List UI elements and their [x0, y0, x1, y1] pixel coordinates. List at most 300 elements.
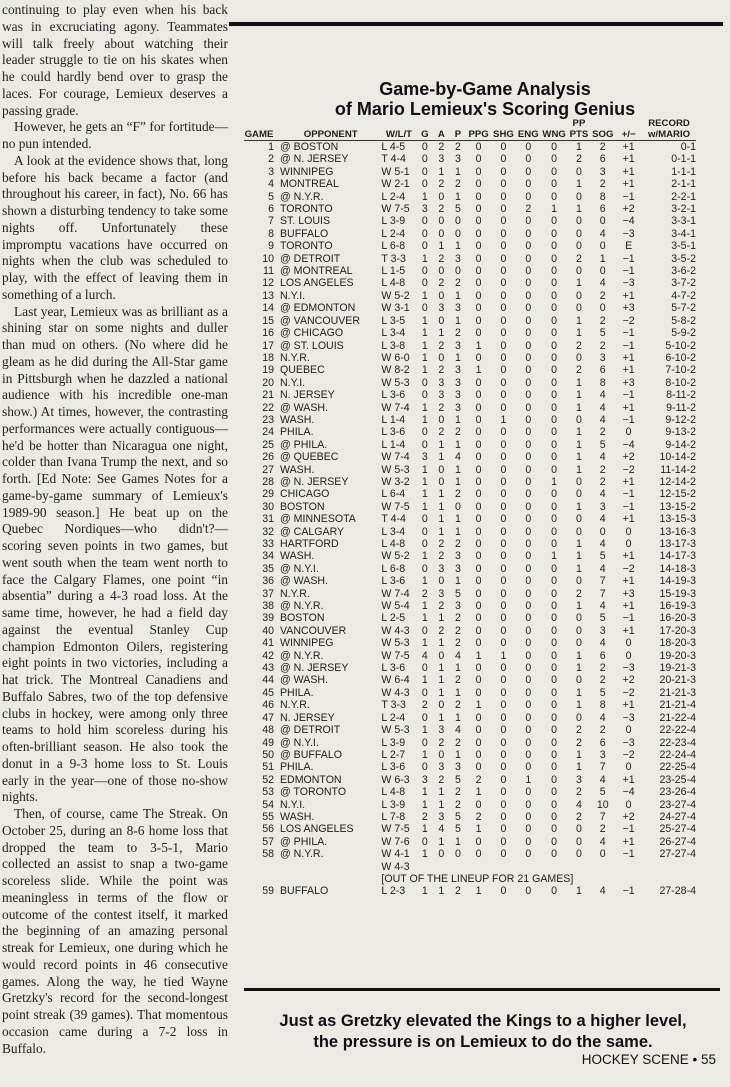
table-cell: L 3-9 — [381, 798, 406, 811]
table-cell: −2 — [622, 686, 635, 699]
table-cell: 0 — [475, 252, 482, 265]
table-cell: W 4-3 — [381, 686, 410, 699]
table-cell: 45 — [262, 686, 274, 699]
table-cell: 0 — [421, 624, 428, 637]
table-cell: WASH. — [279, 810, 315, 823]
table-cell: 0 — [500, 587, 507, 600]
sidebar-title-line-1: Game-by-Game Analysis — [379, 79, 591, 99]
table-cell: 0 — [576, 823, 582, 836]
table-cell: @ WASH. — [279, 401, 329, 414]
table-cell: 1 — [421, 401, 428, 414]
table-cell: 0 — [551, 364, 558, 377]
bottom-rule — [244, 988, 720, 991]
table-cell: 1 — [438, 835, 445, 848]
table-cell: 18 — [262, 351, 274, 364]
table-cell: 3 — [454, 562, 461, 575]
table-cell: 0 — [525, 562, 532, 575]
table-cell: 1 — [454, 240, 461, 253]
table-cell: 4 — [438, 823, 445, 836]
table-cell: −3 — [622, 736, 635, 749]
table-row — [244, 737, 696, 749]
table-cell: L 2-5 — [381, 612, 406, 625]
table-cell: 1 — [438, 674, 445, 687]
table-cell: BUFFALO — [279, 227, 329, 240]
table-cell: L 3-9 — [381, 736, 406, 749]
game-by-game-table — [244, 118, 696, 898]
table-cell: 0 — [551, 178, 558, 191]
table-cell: 0 — [525, 165, 532, 178]
table-cell: 0 — [525, 798, 532, 811]
table-cell: 0 — [500, 364, 507, 377]
table-cell: 1 — [576, 426, 582, 439]
table-row — [244, 253, 696, 265]
table-cell: 0 — [500, 165, 507, 178]
table-cell: 1 — [500, 649, 507, 662]
table-cell: 0 — [576, 351, 582, 364]
table-row — [244, 612, 696, 624]
table-cell: 2 — [576, 364, 582, 377]
table-cell: +1 — [622, 153, 635, 166]
table-row — [244, 327, 696, 339]
table-cell: W 7-4 — [381, 587, 410, 600]
table-row — [244, 811, 696, 823]
table-cell: 2 — [438, 178, 445, 191]
table-cell: L 7-8 — [381, 810, 406, 823]
table-cell: 3 — [576, 773, 582, 786]
table-cell: 1 — [576, 562, 582, 575]
table-cell: 2 — [599, 724, 606, 737]
table-cell: 2 — [438, 141, 445, 153]
table-cell: 1 — [454, 413, 461, 426]
table-cell: 0 — [551, 488, 558, 501]
table-cell: 3 — [438, 761, 445, 774]
table-cell: 0 — [475, 513, 482, 526]
table-cell: HARTFORD — [279, 538, 339, 550]
table-cell: 2 — [454, 327, 461, 340]
table-cell: 3 — [454, 302, 461, 315]
table-cell: 0 — [576, 513, 582, 526]
table-cell: 0 — [525, 252, 532, 265]
table-cell: 0 — [475, 575, 482, 588]
table-cell: 4 — [599, 711, 606, 724]
table-cell: 0 — [500, 240, 507, 253]
table-cell — [244, 861, 381, 873]
table-cell: 0 — [475, 463, 482, 476]
table-cell: 0 — [421, 761, 428, 774]
table-cell: 16-19-3 — [659, 600, 696, 613]
table-cell: 0 — [551, 215, 558, 228]
table-cell: 0 — [551, 810, 558, 823]
table-cell: 0 — [475, 190, 482, 203]
table-cell: 0 — [421, 662, 428, 675]
table-cell: WINNIPEG — [279, 165, 334, 178]
table-cell: 0 — [500, 562, 507, 575]
table-cell: 8 — [599, 699, 606, 712]
table-cell: 1 — [421, 413, 428, 426]
table-cell: 1 — [475, 699, 482, 712]
table-cell: 1 — [421, 364, 428, 377]
table-cell: 12-15-2 — [659, 488, 696, 501]
table-cell: L 3-6 — [381, 389, 406, 402]
table-cell: −1 — [622, 327, 635, 340]
table-cell: 1 — [421, 748, 428, 761]
table-cell: W 6-3 — [381, 773, 410, 786]
table-cell: 0 — [576, 637, 582, 650]
table-cell: 1 — [576, 550, 582, 563]
table-cell: 14 — [262, 302, 274, 315]
table-cell: 3-5-2 — [671, 252, 696, 265]
table-row — [244, 476, 696, 488]
table-cell: 3 — [438, 724, 445, 737]
table-cell: −4 — [622, 438, 635, 451]
table-row — [244, 352, 696, 364]
table-cell: L 6-8 — [381, 562, 406, 575]
table-cell: 1 — [576, 438, 582, 451]
table-cell: 7 — [599, 575, 606, 588]
table-row — [244, 228, 696, 240]
table-cell: 19 — [262, 364, 274, 377]
table-cell: LOS ANGELES — [279, 277, 354, 290]
table-cell: 3 — [454, 364, 461, 377]
table-cell: 0 — [438, 314, 445, 327]
table-cell: 3-5-1 — [671, 240, 696, 253]
table-cell: −1 — [622, 265, 635, 278]
table-row — [244, 848, 696, 860]
table-cell: 4 — [599, 835, 606, 848]
column-header: SHG — [491, 118, 516, 141]
table-cell: 0 — [551, 227, 558, 240]
table-cell: 23-27-4 — [659, 798, 696, 811]
table-row — [244, 600, 696, 612]
table-cell: N.Y.I. — [279, 798, 306, 811]
table-cell: 0 — [599, 848, 606, 861]
table-cell: 0 — [599, 240, 606, 253]
table-cell: +2 — [622, 674, 635, 687]
table-cell: 1 — [576, 885, 582, 898]
table-cell: L 4-8 — [381, 786, 406, 799]
table-cell: 0 — [525, 711, 532, 724]
table-cell: 0 — [454, 265, 461, 278]
table-cell: 1 — [475, 339, 482, 352]
table-row — [244, 451, 696, 463]
table-cell: −2 — [622, 748, 635, 761]
table-cell: 2 — [454, 736, 461, 749]
table-cell: 2 — [438, 277, 445, 290]
table-cell: 5 — [599, 612, 606, 625]
table-cell: 2 — [475, 773, 482, 786]
table-cell: L 6-4 — [381, 488, 406, 501]
table-cell: 2 — [599, 662, 606, 675]
table-cell: 0 — [576, 674, 582, 687]
table-cell: 2 — [454, 488, 461, 501]
table-cell: 0 — [438, 748, 445, 761]
table-cell: L 2-4 — [381, 227, 406, 240]
table-cell: 5 — [599, 550, 606, 563]
table-cell: +1 — [622, 289, 635, 302]
table-cell: 1 — [500, 413, 507, 426]
table-cell: W 5-2 — [381, 289, 410, 302]
table-cell: 3 — [454, 550, 461, 563]
table-cell: PHILA. — [279, 761, 314, 774]
column-header: A — [433, 118, 450, 141]
table-cell: +1 — [622, 141, 635, 153]
table-cell: @ MINNESOTA — [279, 513, 356, 526]
table-cell: 0 — [500, 798, 507, 811]
table-cell: 9-14-2 — [665, 438, 696, 451]
table-cell: 0 — [500, 488, 507, 501]
table-cell: 0 — [551, 538, 558, 550]
table-cell: 0 — [500, 686, 507, 699]
table-cell: 0 — [438, 848, 445, 861]
table-cell: 1 — [438, 165, 445, 178]
table-cell: QUEBEC — [279, 364, 325, 377]
table-cell: +1 — [622, 401, 635, 414]
table-row — [244, 265, 696, 277]
table-cell: 0 — [551, 773, 558, 786]
table-cell: WASH. — [279, 550, 315, 563]
table-cell: L 3-6 — [381, 426, 406, 439]
table-cell: 0 — [525, 364, 532, 377]
table-cell: 0 — [525, 748, 532, 761]
table-cell: 2 — [438, 401, 445, 414]
table-cell: L 3-5 — [381, 314, 406, 327]
table-cell: 0 — [576, 848, 582, 861]
table-cell: 0 — [525, 488, 532, 501]
table-cell: 1 — [438, 438, 445, 451]
table-cell: 0 — [625, 538, 632, 550]
table-cell: 3 — [421, 203, 428, 216]
table-cell: 22-25-4 — [659, 761, 696, 774]
table-cell: 3 — [454, 600, 461, 613]
table-cell: WASH. — [279, 463, 315, 476]
table-cell: 0 — [625, 649, 632, 662]
table-cell: 0 — [576, 265, 582, 278]
table-cell: 3 — [599, 351, 606, 364]
table-cell: 0 — [525, 389, 532, 402]
lineup-note: [OUT OF THE LINEUP FOR 21 GAMES] — [381, 872, 574, 885]
table-cell: 0 — [475, 240, 482, 253]
table-cell: 0 — [551, 525, 558, 538]
table-cell: 3 — [599, 624, 606, 637]
table-cell: 0 — [551, 848, 558, 861]
table-cell: 0 — [475, 215, 482, 228]
table-cell: @ PHILA. — [279, 835, 328, 848]
table-cell: 0 — [576, 215, 582, 228]
table-cell: 2 — [599, 314, 606, 327]
table-cell: 0 — [576, 612, 582, 625]
table-cell: 0 — [500, 773, 507, 786]
table-cell: 48 — [262, 724, 274, 737]
table-cell: 24-27-4 — [659, 810, 696, 823]
table-cell: 0 — [475, 227, 482, 240]
table-cell: 1 — [421, 724, 428, 737]
table-cell: 9 — [268, 240, 274, 253]
table-cell: T 4-4 — [381, 153, 406, 166]
table-cell: 0 — [475, 314, 482, 327]
table-cell: 35 — [262, 562, 274, 575]
table-row — [244, 414, 696, 426]
table-cell: 19-21-3 — [659, 662, 696, 675]
table-cell: 1 — [576, 699, 582, 712]
article-column — [2, 2, 228, 1057]
table-cell: 2 — [599, 178, 606, 191]
table-cell: 0 — [500, 265, 507, 278]
table-cell: 0 — [576, 488, 582, 501]
table-cell: 0 — [525, 525, 532, 538]
table-cell: 0 — [475, 203, 482, 216]
table-cell: +1 — [622, 178, 635, 191]
table-cell: @ CHICAGO — [279, 327, 344, 340]
table-cell: 1 — [576, 748, 582, 761]
table-cell: 3 — [454, 401, 461, 414]
table-cell: 0 — [551, 289, 558, 302]
table-cell: 1 — [438, 612, 445, 625]
table-cell: 0 — [500, 662, 507, 675]
column-header: +/− — [615, 118, 642, 141]
table-cell: 1 — [421, 327, 428, 340]
table-cell: 3 — [454, 153, 461, 166]
table-cell: 0 — [525, 190, 532, 203]
table-cell: 0 — [551, 711, 558, 724]
table-cell: 1 — [421, 550, 428, 563]
table-cell: T 4-4 — [381, 513, 406, 526]
table-cell: 0 — [421, 277, 428, 290]
table-cell: 33 — [262, 538, 274, 550]
table-cell: 0 — [500, 438, 507, 451]
table-cell: 25-27-4 — [659, 823, 696, 836]
table-cell: 0 — [500, 190, 507, 203]
table-row — [244, 861, 696, 873]
table-cell: 13-15-2 — [659, 500, 696, 513]
table-cell: 0 — [421, 538, 428, 550]
table-cell: 1 — [438, 786, 445, 799]
table-cell: 0 — [599, 302, 606, 315]
table-cell: +1 — [622, 699, 635, 712]
table-cell: 0 — [500, 252, 507, 265]
table-cell: 0 — [500, 475, 507, 488]
table-cell: 8 — [599, 376, 606, 389]
table-cell: 4 — [454, 724, 461, 737]
table-cell: 5 — [599, 438, 606, 451]
table-cell: 0 — [500, 451, 507, 464]
table-cell: 0 — [438, 475, 445, 488]
table-cell: 2 — [454, 426, 461, 439]
table-cell: −3 — [622, 662, 635, 675]
table-cell: 0 — [475, 624, 482, 637]
table-cell: 0 — [421, 265, 428, 278]
table-cell: 0 — [525, 265, 532, 278]
table-cell: TORONTO — [279, 240, 333, 253]
table-cell: 2 — [454, 674, 461, 687]
table-row — [244, 823, 696, 835]
table-row — [244, 203, 696, 215]
table-cell: 57 — [262, 835, 274, 848]
table-cell: @ N.Y.R. — [279, 649, 324, 662]
table-cell: 1 — [454, 190, 461, 203]
table-cell: 5 — [454, 203, 461, 216]
table-cell: 0 — [421, 736, 428, 749]
table-cell: PHILA. — [279, 426, 314, 439]
table-cell: 1 — [576, 376, 582, 389]
table-cell: 0 — [525, 327, 532, 340]
table-row — [244, 799, 696, 811]
column-header: OPPONENT — [280, 118, 381, 141]
table-cell: 0 — [525, 413, 532, 426]
table-cell: 0 — [421, 227, 428, 240]
pull-quote-line-2: the pressure is on Lemieux to do the same. — [313, 1033, 653, 1051]
table-row — [244, 240, 696, 252]
table-cell: 27-27-4 — [659, 848, 696, 861]
article-paragraph: continuing to play even when his back was in excruciating agony. Teammates will talk freely about watching their leader struggle to tie on his skates when he could hardly bend over to grasp the laces. For courage, Lemieux deserves a passing grade. — [2, 2, 228, 118]
table-cell: 0 — [421, 215, 428, 228]
table-cell: 6 — [599, 153, 606, 166]
table-cell: 1 — [438, 451, 445, 464]
table-cell: 0 — [421, 153, 428, 166]
table-cell: 0 — [500, 203, 507, 216]
table-cell: 0 — [576, 711, 582, 724]
table-cell: N. JERSEY — [279, 711, 335, 724]
table-cell: 7-10-2 — [665, 364, 696, 377]
table-cell: VANCOUVER — [279, 624, 347, 637]
table-cell: 0 — [421, 562, 428, 575]
table-cell: 26 — [262, 451, 274, 464]
table-cell: 0 — [525, 550, 532, 563]
table-cell: @ N.Y.I. — [279, 736, 319, 749]
table-cell: 0 — [525, 240, 532, 253]
table-cell: 1 — [421, 289, 428, 302]
table-cell: 50 — [262, 748, 274, 761]
table-cell: @ N. JERSEY — [279, 153, 349, 166]
table-cell: 3-3-1 — [671, 215, 696, 228]
table-cell: 1 — [421, 600, 428, 613]
table-cell: 0 — [525, 178, 532, 191]
table-cell: @ DETROIT — [279, 724, 341, 737]
table-cell: 1 — [438, 686, 445, 699]
table-cell: 0 — [525, 451, 532, 464]
table-cell: 0 — [576, 624, 582, 637]
table-cell: 0 — [500, 600, 507, 613]
table-cell: +3 — [622, 376, 635, 389]
table-cell: 3 — [438, 302, 445, 315]
table-cell: 0 — [525, 153, 532, 166]
table-cell: 1 — [438, 240, 445, 253]
table-cell: 2 — [525, 203, 532, 216]
top-rule — [229, 22, 723, 26]
table-cell: 0 — [625, 525, 632, 538]
table-cell: 0 — [551, 339, 558, 352]
table-cell: 0 — [421, 302, 428, 315]
table-cell: L 4-8 — [381, 538, 406, 550]
table-cell: 0 — [438, 649, 445, 662]
table-cell: 55 — [262, 810, 274, 823]
table-cell: @ PHILA. — [279, 438, 328, 451]
table-cell: 4 — [454, 649, 461, 662]
table-cell: 0 — [438, 575, 445, 588]
table-cell: +1 — [622, 600, 635, 613]
table-cell: 0 — [551, 885, 558, 898]
table-cell: W 7-5 — [381, 500, 410, 513]
table-cell: CHICAGO — [279, 488, 330, 501]
table-cell: 0 — [500, 389, 507, 402]
table-cell: 37 — [262, 587, 274, 600]
table-cell: 0 — [475, 265, 482, 278]
table-cell: 0 — [525, 376, 532, 389]
table-cell: 0 — [551, 141, 558, 153]
table-cell: 0 — [475, 488, 482, 501]
table-cell: 0 — [438, 413, 445, 426]
table-cell: 2 — [599, 463, 606, 476]
table-cell: 0 — [500, 327, 507, 340]
